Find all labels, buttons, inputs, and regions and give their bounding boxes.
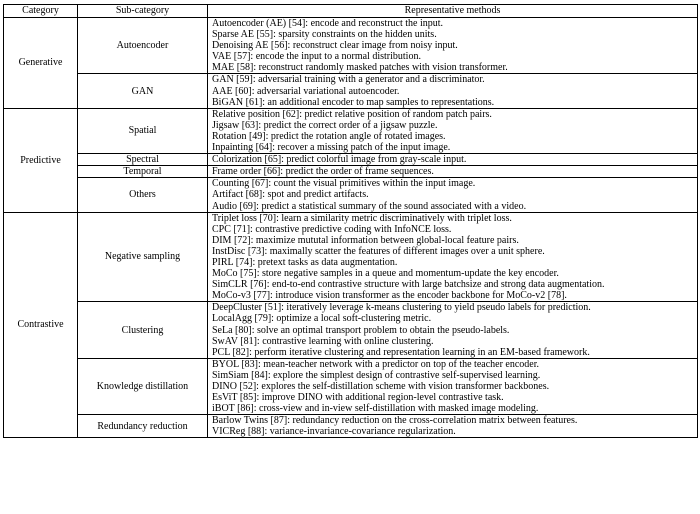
method-entry: Relative position [62]: predict relative position of random patch pairs. bbox=[212, 108, 492, 120]
table-row bbox=[4, 178, 698, 212]
methods-cell bbox=[208, 108, 698, 153]
table-row bbox=[4, 108, 698, 153]
method-entry: Triplet loss [70]: learn a similarity metric discriminatively with triplet loss. bbox=[212, 212, 512, 224]
table-row bbox=[4, 154, 698, 166]
subcategory-cell: Autoencoder bbox=[78, 18, 208, 74]
subcategory-cell: GAN bbox=[78, 74, 208, 108]
method-entry: Jigsaw [63]: predict the correct order of a jigsaw puzzle. bbox=[212, 119, 438, 131]
method-entry: Denoising AE [56]: reconstruct clear image from noisy input. bbox=[212, 40, 458, 52]
subcategory-cell: Clustering bbox=[78, 302, 208, 358]
methods-cell bbox=[208, 166, 698, 178]
method-entry: GAN [59]: adversarial training with a generator and a discriminator. bbox=[212, 74, 485, 86]
method-entry: MAE [58]: reconstruct randomly masked patches with vision transformer. bbox=[212, 62, 508, 74]
methods-cell bbox=[208, 302, 698, 358]
method-entry: DIM [72]: maximize mututal information between global-local feature pairs. bbox=[212, 234, 519, 246]
subcategory-cell: Redundancy reduction bbox=[78, 415, 208, 438]
table-row bbox=[4, 18, 698, 74]
method-entry: DINO [52]: explores the self-distillation scheme with vision transformer backbones. bbox=[212, 381, 550, 392]
methods-cell bbox=[208, 415, 698, 438]
method-entry: Sparse AE [55]: sparsity constraints on the hidden units. bbox=[212, 29, 437, 41]
table-row bbox=[4, 212, 698, 302]
method-entry: SimCLR [76]: end-to-end contrastive structure with large batchsize and strong data augmentation. bbox=[212, 279, 605, 291]
header-category: Category bbox=[4, 5, 78, 18]
category-cell: Predictive bbox=[4, 108, 78, 212]
subcategory-cell: Others bbox=[78, 178, 208, 212]
subcategory-cell: Knowledge distillation bbox=[78, 358, 208, 414]
table-body bbox=[4, 18, 698, 438]
category-cell: Contrastive bbox=[4, 212, 78, 438]
methods-cell bbox=[208, 74, 698, 108]
method-entry: Audio [69]: predict a statistical summary of the sound associated with a video. bbox=[212, 200, 527, 212]
method-entry: Counting [67]: count the visual primitives within the input image. bbox=[212, 178, 476, 190]
subcategory-cell: Spectral bbox=[78, 154, 208, 166]
methods-cell bbox=[208, 154, 698, 166]
methods-cell bbox=[208, 212, 698, 302]
header-methods: Representative methods bbox=[208, 5, 698, 18]
table-row bbox=[4, 166, 698, 178]
method-entry: Barlow Twins [87]: redundancy reduction on the cross-correlation matrix between features. bbox=[212, 415, 578, 427]
table-row bbox=[4, 415, 698, 438]
method-entry: iBOT [86]: cross-view and in-view self-distillation with masked image modeling. bbox=[212, 403, 539, 415]
method-entry: Colorization [65]: predict colorful image from gray-scale input. bbox=[212, 154, 467, 166]
methods-cell bbox=[208, 358, 698, 414]
method-entry: InstDisc [73]: maximally scatter the features of different images over a unit sphere. bbox=[212, 245, 545, 257]
methods-table bbox=[3, 4, 698, 438]
methods-cell bbox=[208, 18, 698, 74]
method-entry: EsViT [85]: improve DINO with additional region-level contrastive task. bbox=[212, 392, 504, 404]
method-entry: Frame order [66]: predict the order of frame sequences. bbox=[212, 166, 434, 178]
method-entry: AAE [60]: adversarial variational autoencoder. bbox=[212, 85, 400, 97]
header-subcategory: Sub-category bbox=[78, 5, 208, 18]
subcategory-cell: Negative sampling bbox=[78, 212, 208, 302]
table-row bbox=[4, 358, 698, 414]
subcategory-cell: Temporal bbox=[78, 166, 208, 178]
method-entry: PIRL [74]: pretext tasks as data augmentation. bbox=[212, 256, 398, 268]
method-entry: MoCo-v3 [77]: introduce vision transformer as the encoder backbone for MoCo-v2 [78]. bbox=[212, 290, 567, 302]
category-cell: Generative bbox=[4, 18, 78, 109]
method-entry: DeepCluster [51]: iteratively leverage k-means clustering to yield pseudo labels for prediction. bbox=[212, 302, 591, 314]
method-entry: Autoencoder (AE) [54]: encode and reconstruct the input. bbox=[212, 18, 444, 29]
subcategory-cell: Spatial bbox=[78, 108, 208, 153]
method-entry: LocalAgg [79]: optimize a local soft-clustering metric. bbox=[212, 313, 432, 325]
method-entry: SimSiam [84]: explore the simplest design of contrastive self-supervised learning. bbox=[212, 369, 541, 381]
method-entry: CPC [71]: contrastive predictive coding with InfoNCE loss. bbox=[212, 223, 452, 235]
method-entry: SeLa [80]: solve an optimal transport problem to obtain the pseudo-labels. bbox=[212, 324, 510, 336]
method-entry: MoCo [75]: store negative samples in a queue and momentum-update the key encoder. bbox=[212, 268, 559, 280]
method-entry: PCL [82]: perform iterative clustering and representation learning in an EM-based framework. bbox=[212, 346, 590, 358]
method-entry: Rotation [49]: predict the rotation angle of rotated images. bbox=[212, 130, 446, 142]
table-row bbox=[4, 74, 698, 108]
methods-cell bbox=[208, 178, 698, 212]
method-entry: VICReg [88]: variance-invariance-covariance regularization. bbox=[212, 426, 456, 438]
table-row bbox=[4, 302, 698, 358]
method-entry: SwAV [81]: contrastive learning with online clustering. bbox=[212, 335, 434, 347]
method-entry: BYOL [83]: mean-teacher network with a predictor on top of the teacher encoder. bbox=[212, 358, 539, 370]
method-entry: BiGAN [61]: an additional encoder to map samples to representations. bbox=[212, 96, 495, 108]
method-entry: Artifact [68]: spot and predict artifacts. bbox=[212, 189, 369, 201]
method-entry: VAE [57]: encode the input to a normal distribution. bbox=[212, 51, 421, 63]
header-row bbox=[4, 5, 698, 18]
method-entry: Inpainting [64]: recover a missing patch of the input image. bbox=[212, 142, 451, 154]
